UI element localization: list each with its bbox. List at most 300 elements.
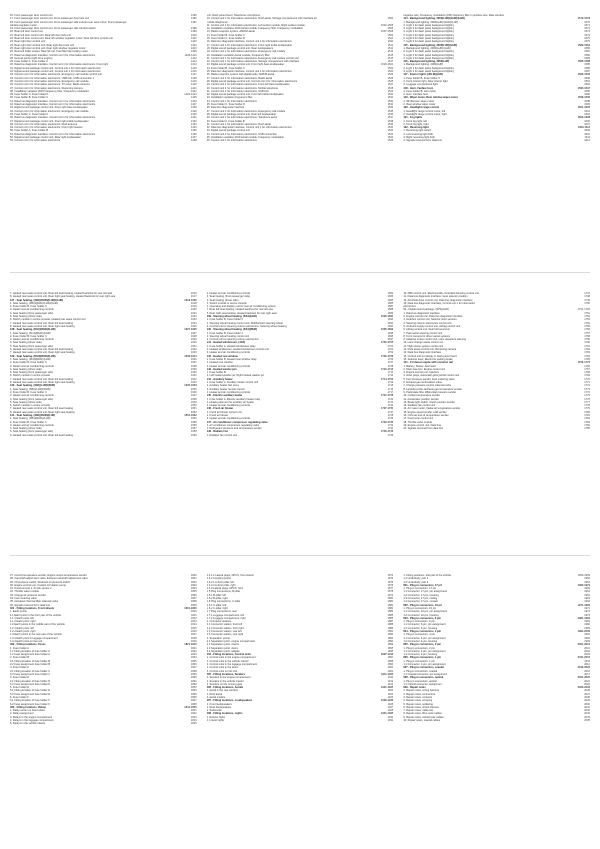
entry-title: 33. Charge air pressure sender (10, 593, 46, 597)
entry-page-number: 1912 (387, 679, 394, 683)
entry-page-number: 2003 (584, 653, 591, 657)
entry-title: 2. Relay assignment (10, 712, 34, 716)
entry-title: 1. Radiator fan control unit (206, 433, 238, 437)
entry-page-number: 1754 (584, 321, 591, 325)
entry-page-number: 1404 (190, 46, 197, 50)
entry-title: 141 - 2.0 diesel engine with common rail (403, 361, 453, 365)
entry-title: 1.2 Fuse assignment fuse holder A (10, 653, 50, 657)
entry-page-number: 1618-1626 (184, 298, 197, 302)
entry-page-number: 1834 (190, 689, 197, 693)
entry-title: 1.6.2 C-pillar, right (206, 606, 228, 610)
entry-page-number: 1700-1705 (380, 341, 394, 345)
entry-title: 1. Plug-in connectors, 1 pin (403, 659, 435, 663)
entry-page-number: 1951 (584, 580, 591, 584)
entry-page-number: 1576 (584, 40, 591, 44)
index-entry (207, 139, 394, 142)
entry-title: 1.6 Plug connections, C pillar (206, 600, 241, 604)
entry-page-number: 1706-1709 (380, 354, 394, 358)
entry-page-number: 1641 (190, 374, 197, 378)
entry-page-number: 1651 (190, 407, 197, 411)
entry-page-number: 1778 (584, 404, 591, 408)
entry-page-number: 1685 (387, 298, 394, 302)
entry-page-number: 1963 (584, 597, 591, 601)
entry-page-number: 1767 (584, 367, 591, 371)
index-entry (10, 722, 197, 725)
entry-title: 1. Fuse holder A, Auxiliary heater control unit (206, 381, 259, 385)
entry-page-number: 1911-1920 (381, 672, 394, 676)
entry-title: 7. Heated rear seats control unit, Rear left seat heating (10, 321, 74, 325)
entry-title: 7. Heated rear seats control unit, Rear left seat heating (10, 377, 74, 381)
entry-page-number: 1874 (387, 577, 394, 581)
entry-page-number: 1400 (190, 33, 197, 37)
entry-title: 605 - Plug-in connectors, 2 pin (403, 643, 441, 647)
entry-page-number: 1401 (190, 37, 197, 41)
entry-title: 42. Data bus diagnostic interface, Control unit 1 for information electronics (206, 126, 292, 130)
entry-title: 3. Heater and air conditioning controls (206, 364, 251, 368)
entry-title: 403 - Fitting locations, Relays (10, 705, 47, 709)
entry-title: 2. Fuse holder B, Fuse holder C (10, 305, 47, 309)
entry-title: 1.1 Earth point in the front part of the vehicle (10, 613, 62, 617)
entry-page-number: 1585 (584, 63, 591, 67)
entry-title: 8. Rear right seat heating, Heated backrest for rear right seat (206, 311, 277, 315)
entry-page-number: 1659 (190, 433, 197, 437)
entry-page-number: 1412 (190, 56, 197, 60)
entry-title: 17. Control unit 1 for information electronics, Front right treble loudspeaker (206, 43, 293, 47)
entry-page-number: 1983 (584, 626, 591, 630)
entry-page-number: 1636 (190, 357, 197, 361)
entry-title: 2. Engine control unit, Data bus diagnostic interface (403, 315, 463, 319)
entry-page-number: 1700 (387, 344, 394, 348)
entry-title: 6. Airbag control unit, Seat belt tensioner (403, 328, 451, 332)
entry-title: 4. Relays in the luggage compartment (10, 719, 54, 723)
entry-page-number: 1648 (190, 397, 197, 401)
entry-title: 2. Main fuse box, Engine control unit (403, 367, 446, 371)
entry-title: 6. Heated rear seats control unit, Rear left seat heating (10, 348, 74, 352)
entry-title: 2. Heated windscreen, Heated windscreen control unit (206, 348, 269, 352)
index-column (207, 292, 394, 437)
entry-title: 20. Signals received from data bus (403, 427, 444, 431)
entry-title: 606 - Plug-in connectors, 1 pin (403, 656, 441, 660)
entry-page-number: 1432 (190, 119, 197, 123)
entry-title: 10. ABS control unit, Electronically controlled damping control unit (403, 292, 479, 295)
entry-page-number: 1981 (584, 620, 591, 624)
entry-title: 7. Heated rear seats control unit, Rear right seat heating (10, 351, 75, 355)
entry-title: 2. Fuse holder B, Fuse holder C (10, 390, 47, 394)
entry-page-number: 1630 (190, 341, 197, 345)
entry-title: 1.3.2 Earth point on the roof (10, 639, 43, 643)
entry-page-number: 1931-1935 (380, 712, 394, 716)
entry-title: 1.7.2 Luggage compartment, right (206, 616, 246, 620)
entry-title: 37. Control unit 1 for information electronics, Emergency call module (206, 109, 286, 113)
entry-page-number: 1842 (190, 712, 197, 716)
entry-title: 19. Control unit 1 for information electronics, Emergency call module (206, 50, 286, 54)
entry-title: 1. Data bus diagnostic interface (403, 311, 440, 315)
entry-title: 4. Seat heating (driver side) (10, 367, 42, 371)
entry-title: 1.2 Connector, 17-pin, housing (403, 593, 439, 597)
entry-title: 30. Engine control unit, Coolant circulation pump (10, 583, 66, 587)
entry-page-number: 1815 (190, 626, 197, 630)
entry-title: 39. Control unit 1 for information electronics, Telephone aerial (206, 116, 278, 120)
entry-page-number: 1595 (584, 89, 591, 93)
entry-page-number: 1596 (584, 93, 591, 97)
entry-title: 3. Control unit for steering column electronics, Steering wheel heating (206, 324, 287, 328)
entry-title: 404 - Fitting locations, Control units (206, 653, 251, 657)
entry-page-number: 1528 (387, 86, 394, 90)
entry-page-number: 1406-1411 (184, 53, 197, 57)
entry-page-number: 2027 (584, 692, 591, 696)
entry-title: 25. Rear right door control unit, Rear right window regulator motor (10, 46, 86, 50)
entry-page-number: 1736 (387, 433, 394, 437)
entry-title: 1. Front fog light, left (403, 119, 427, 123)
entry-title: 16. Oil level and oil temperature sender (403, 413, 449, 417)
entry-title: 1.2 Underbody, part 2 (403, 580, 429, 584)
entry-title: 130 - Seat heating, (XB1)(LHD)/(RHD) (10, 384, 56, 388)
entry-title: 3. Control units in the luggage compartment (206, 663, 257, 667)
entry-title: 1.1 Connector, 6-pin, pin assignment (403, 623, 446, 627)
entry-title: 1. Seat heating, (XB1)(LHD)/(RHD) (10, 387, 51, 391)
entry-title: 4. Seat heating (driver side) (10, 341, 42, 345)
entry-page-number: 1525 (387, 76, 394, 80)
entry-page-number: 1688 (387, 308, 394, 312)
entry-page-number: 1881 (387, 600, 394, 604)
entry-title: 6. Switch module in centre console (10, 374, 51, 378)
entry-title: 5. Light 4 for dash panel background lighting (403, 33, 455, 37)
entry-title: 602 - Plug-in connectors, 10 pin (403, 603, 443, 607)
entry-title: 141 - Heated windscreen, (4GF) (206, 341, 246, 345)
entry-title: 1.2 Connector, 6-pin, housing (403, 626, 438, 630)
entry-page-number: 1580-1584 (577, 43, 591, 47)
entry-title: 128 - Seat heating, (KH1)(RHD)/(LHD) (10, 328, 56, 332)
entry-title: 116 - Background lighting, 2000(LHD) (403, 60, 450, 64)
entry-page-number: 1747 (584, 292, 591, 295)
entry-title: 96 - Digital sound package, (9VS)(LHD) (403, 308, 450, 312)
entry-page-number: 1732 (387, 423, 394, 427)
index-band-1 (10, 14, 590, 143)
entry-page-number: 2026 (584, 689, 591, 693)
entry-page-number: 1650 (190, 404, 197, 408)
entry-page-number: 1880 (387, 597, 394, 601)
entry-page-number: 1715 (387, 384, 394, 388)
entry-title: 1. Relay carrier on fuse holder (10, 709, 45, 713)
entry-title: 2. Heated rear window (206, 361, 233, 365)
entry-title: 3. Relays in the engine compartment (10, 715, 53, 719)
entry-title: 1. Aerial in the rear window (206, 689, 238, 693)
entry-page-number: 1992 (584, 636, 591, 640)
entry-page-number: 1598 (584, 99, 591, 103)
entry-page-number: 1901 (387, 669, 394, 673)
entry-title: 2. Light 1 for dash panel background lighting (403, 66, 455, 70)
entry-title: 5. Switch module in centre console (206, 301, 247, 305)
entry-title: 49. Control unit 1 for information electronics, Front right tweeter (10, 126, 83, 130)
entry-page-number: 1899 (387, 663, 394, 667)
entry-title: 2. Repair notes, connectors (403, 692, 436, 696)
entry-title: 5. Seat heating (driver side) (10, 400, 42, 404)
entry-page-number: 1964 (584, 600, 591, 604)
entry-title: 44. Control unit 1 for information electronics, Emergency call module (10, 109, 89, 113)
index-column (10, 574, 197, 726)
entry-title: 3. Auxiliary heater remote control (206, 387, 245, 391)
entry-title: 19. Engine control unit, Data bus (403, 423, 441, 427)
entry-title: 7. Heated rear seats control unit, Rear left seat heating (10, 407, 74, 411)
entry-title: 7. Light 6 for dash panel background lighting (403, 40, 455, 44)
entry-title: 32. Throttle valve module (10, 590, 40, 594)
entry-page-number: 1544 (387, 139, 394, 143)
entry-page-number: 1514 (387, 50, 394, 54)
index-entry (403, 139, 590, 142)
entry-title: 1.4.2 Coupling points (206, 577, 232, 581)
entry-title: 1.1.2 Earth point, right (10, 620, 36, 624)
entry-title: 33. Control unit 1 for information electronics, Emergency call module control unit (10, 73, 102, 77)
entry-title: 1. Fresh air blower control unit (206, 410, 242, 414)
entry-page-number: 1419 (190, 79, 197, 83)
entry-page-number: 1923 (387, 695, 394, 699)
entry-title: 5. Repair notes, soldering (403, 702, 433, 706)
entry-page-number: 1696 (387, 334, 394, 338)
entry-title: 2. Senders in the vehicle interior (206, 679, 244, 683)
entry-page-number: 1687 (387, 305, 394, 309)
entry-title: 1. Plug-in connectors, 2 pin (403, 646, 435, 650)
entry-page-number: 1841-1850 (184, 705, 197, 709)
entry-page-number: 1891 (387, 633, 394, 637)
entry-title: 118 - Horn, Fanfare horn (403, 86, 434, 90)
entry-title: 3. Seat heating (front passenger side) (206, 295, 251, 299)
entry-title: 1. Seat heating, (XB1)(RHD)/(LHD)/(LHD) (10, 301, 59, 305)
entry-title: 1. Control units in the engine compartment (206, 656, 256, 660)
entry-title: 3. Gearbox control unit, Selector lever sensors (403, 318, 457, 322)
entry-title: 2. Front fog light, right (403, 122, 429, 126)
entry-title: 1. Senders in the engine compartment (206, 676, 251, 680)
entry-title: 18. Digital sound package control unit, Rear loudspeakers (206, 46, 274, 50)
entry-page-number: 1921-1925 (380, 686, 394, 690)
entry-title: 10. Control unit 1 for information electronics, Roof aerial, Storage compartment with interface for (206, 17, 317, 21)
entry-title: 1. Background lighting, 2000(LHD)/(LHD) (403, 46, 451, 50)
entry-page-number: 1434 (190, 126, 197, 130)
entry-title: 5.2 Fuse assignment fuse holder E (10, 692, 51, 696)
entry-page-number: 1762 (584, 348, 591, 352)
entry-title: 1.1 Connector, 17-pin, pin assignment (403, 590, 448, 594)
entry-page-number: 1625 (190, 324, 197, 328)
entry-title: 1.4.3 Lateral plugs, DPCS, front (206, 587, 244, 591)
entry-title: 5. Onboard supply control unit, Airbag control unit (403, 324, 461, 328)
entry-page-number: 1829 (190, 672, 197, 676)
entry-page-number: 1714 (387, 381, 394, 385)
entry-title: 9. Adaptive cruise control unit, Lane departure warning (403, 338, 467, 342)
entry-title: 40. Fuse holder B, Fuse holder C (10, 96, 49, 100)
entry-title: 4. Steering column electronics control unit (403, 321, 452, 325)
entry-title: 28. Digital sound package control unit, Control unit 1 for information electronics (206, 79, 298, 83)
entry-title: 17. Fuel pump control unit (403, 417, 434, 421)
entry-page-number: 1883 (387, 606, 394, 610)
entry-title: 1. Fuse holder B, Fuse holder C (206, 331, 244, 335)
entry-page-number: 2001-2010 (577, 643, 591, 647)
entry-title: 1. Earth points (10, 610, 27, 614)
entry-title: 20. Rear left door control unit (10, 30, 44, 34)
entry-page-number: 1751-1760 (577, 308, 591, 312)
entry-title: 2.4 Connector station, rear right (206, 633, 244, 637)
entry-title: 12. Brake light switch, Clutch position sender (403, 400, 455, 404)
entry-title: 32. Digital sound package control unit, Control unit 1 for information electronics (10, 70, 101, 74)
entry-title: 38. Installation variation 2019 Frequency filter, Frequency modulation (10, 89, 90, 93)
entry-title: 45. Fuse holder C, Fuse holder D (10, 112, 49, 116)
entry-title: 12. Installation variation 2019 Aerial module, Frequency filter, Frequency modulation (206, 27, 304, 31)
entry-page-number: 1714-1720 (380, 377, 394, 381)
entry-title: 1.3 Connector, 17-pin, coding (403, 597, 438, 601)
entry-page-number: 1783 (584, 420, 591, 424)
entry-page-number: 1570 (584, 20, 591, 24)
entry-title: 46. Data bus diagnostic interface, Control unit 1 for information electronics (10, 116, 96, 120)
entry-page-number: 1896 (387, 649, 394, 653)
entry-title: 4. Seat heating (front passenger side) (10, 311, 54, 315)
entry-page-number: 1628 (190, 334, 197, 338)
entry-title: 10. Coolant temperature sender (403, 394, 440, 398)
entry-page-number: 1405 (190, 50, 197, 54)
entry-title: 3. Control unit for steering column electronics (206, 338, 259, 342)
entry-title: 13. Data bus diagnostic interface, Control unit 1 for information (403, 301, 476, 305)
entry-page-number: 1656 (190, 423, 197, 427)
entry-page-number: 1770 (584, 377, 591, 381)
entry-page-number: 1583 (584, 56, 591, 60)
entry-page-number: 1991 (584, 633, 591, 637)
entry-page-number: 1721-1726 (380, 394, 394, 398)
entry-title: 11. Accelerator position sender (403, 397, 439, 401)
entry-page-number: 1716 (387, 387, 394, 391)
entry-page-number: 2029 (584, 699, 591, 703)
entry-title: 5. Fuse holder E (10, 686, 30, 690)
entry-title: 1.6.1 C-pillar, left (206, 603, 227, 607)
entry-page-number: 1647 (190, 394, 197, 398)
entry-page-number: 2011 (584, 659, 591, 663)
entry-page-number: 1722 (387, 400, 394, 404)
entry-page-number: 1511 (387, 40, 394, 44)
entry-title: 21. Rear left door control unit, Rear left door lock unit (10, 33, 71, 37)
entry-page-number: 1810 (190, 610, 197, 614)
entry-page-number: 1804 (190, 587, 197, 591)
entry-title: 35. Fuse holder C, Fuse holder D (206, 103, 246, 107)
entry-page-number: 1636-1644 (184, 354, 197, 358)
entry-title: 1. Air conditioner compressor regulating valve (206, 423, 260, 427)
entry-title: 3.3 Separation point, doors (206, 646, 238, 650)
entry-title: 26. Rear left trailer socket, Rear lid unit, Fuel filler flap locking motor (10, 50, 88, 54)
entry-title: 607 - Plug-in connectors, coaxial (403, 666, 444, 670)
entry-title: 3. Repair notes, contacts (403, 695, 433, 699)
entry-page-number: 1926-1930 (380, 699, 394, 703)
entry-page-number: 1612 (584, 139, 591, 143)
entry-page-number: 1573 (584, 30, 591, 34)
index-band-2 (10, 292, 590, 437)
entry-title: 1. Reversing light switch (403, 129, 432, 133)
entry-page-number: 1398 (190, 27, 197, 31)
entry-page-number: 1422 (190, 89, 197, 93)
entry-page-number: 1895 (387, 646, 394, 650)
entry-page-number: 1509 (387, 33, 394, 37)
entry-page-number: 1631 (190, 344, 197, 348)
entry-page-number: 1533 (387, 103, 394, 107)
entry-title: 3. Heater and air conditioning controls (206, 417, 251, 421)
entry-title: 27. Control temperature sender, Engine output temperature sender (10, 574, 87, 577)
entry-title: 2. Rear window wiper motor (403, 103, 436, 107)
entry-title: 14. Fuse holder B, Fuse holder C (206, 33, 245, 37)
entry-title: 3. Heater and air conditioning controls (10, 423, 54, 427)
entry-page-number: 2017 (584, 672, 591, 676)
entry-title: 144 - Auxiliary heater (206, 377, 233, 381)
entry-title: 18. Throttle valve module (403, 420, 433, 424)
entry-title: 5. Seat heating (front passenger side) (10, 430, 54, 434)
entry-title: 10. Lane change assist control unit (403, 341, 444, 345)
entry-page-number: 1873 (387, 574, 394, 577)
entry-title: 1. Plug-in connectors, 17 pin (403, 587, 437, 591)
entry-page-number: 1640 (190, 371, 197, 375)
entry-page-number: 1837 (190, 699, 197, 703)
entry-title: 3. Aerial module (206, 695, 226, 699)
entry-title: 2.1 Fitting location of fuse holder B (10, 659, 50, 663)
entry-page-number: 1838 (190, 702, 197, 706)
entry-title: 19. Front passenger door control unit, Front passenger side window switch (10, 27, 96, 31)
entry-title: 119 - Wiper motor, Rear window wiper motor (403, 96, 458, 100)
entry-title: 4. Control units in the doors (206, 666, 239, 670)
entry-page-number: 1832 (190, 682, 197, 686)
entry-page-number: 1877 (387, 587, 394, 591)
entry-title: 7. Rear left seat heating, Heated backrest for rear left seat (206, 308, 274, 312)
entry-title: 36. Control unit 1 for information electronics, TV tuner, Radio antenna (10, 83, 90, 87)
entry-page-number: 1609 (584, 129, 591, 133)
entry-page-number: 1772 (584, 384, 591, 388)
entry-title: 3. Heater and air conditioning controls (206, 351, 251, 355)
entry-title: 23. Digital sound package control unit, Front right bass loudspeaker (206, 63, 285, 67)
entry-page-number: 1570-1578 (577, 17, 591, 21)
entry-page-number: 1717 (387, 390, 394, 394)
entry-title: 2. Heater and air conditioning controls (206, 292, 251, 295)
entry-page-number: 1421 (190, 86, 197, 90)
entry-title: 406 - Fitting locations, Aerials (206, 686, 244, 690)
entry-page-number: 1654 (190, 417, 197, 421)
entry-page-number: 1706 (387, 357, 394, 361)
entry-title: 15. Selector lever, Electronic parking brake (403, 357, 453, 361)
entry-title: 3. Right reversing light bulb (403, 135, 435, 139)
entry-title: 35. Activated charcoal filter solenoid valve (10, 600, 59, 604)
entry-title: 1.2 Connector, 2-pin, housing (403, 653, 438, 657)
entry-page-number: 1773 (584, 387, 591, 391)
entry-page-number: 1530 (387, 93, 394, 97)
entry-page-number: 1973 (584, 613, 591, 617)
entry-page-number: 1818 (190, 636, 197, 640)
entry-page-number: 1592 (584, 83, 591, 87)
entry-page-number: 1806 (190, 593, 197, 597)
entry-page-number: 1627-1635 (184, 328, 197, 332)
entry-page-number: 1844 (190, 719, 197, 723)
entry-page-number: 1761 (584, 344, 591, 348)
entry-title: 15. Fuse holder C, Fuse holder D (206, 37, 246, 41)
entry-title: 50. Fuse holder A, Fuse holder B (10, 129, 48, 133)
entry-title: 117 - Interior lights (JKLM)(LHD) (403, 73, 443, 77)
entry-page-number: 1658 (190, 430, 197, 434)
entry-title: 51. Data bus diagnostic interface, Control unit 1 for information electronics (10, 132, 96, 136)
entry-page-number: 1649 (190, 400, 197, 404)
entry-page-number: 1843 (190, 715, 197, 719)
entry-title: 1. Front loudspeakers (206, 702, 232, 706)
entry-title: 142 - Heated rear window (206, 354, 238, 358)
entry-page-number: 1805 (190, 590, 197, 594)
entry-title: 22. Control unit 1 for information electronics, Storage compartment with interface (206, 60, 300, 64)
entry-title: 3. Separation points (206, 636, 230, 640)
entry-page-number: 2031 (584, 705, 591, 709)
entry-title: 148 - Radiator fan (206, 430, 229, 434)
entry-title: 31. Knock sensor 1, Knock sensor 2 (10, 587, 52, 591)
entry-page-number: 1825 (190, 659, 197, 663)
entry-page-number: 1632 (190, 348, 197, 352)
entry-title: 4. Signals received from data bus (403, 139, 442, 143)
entry-page-number: 1821 (190, 646, 197, 650)
entry-page-number: 1982 (584, 623, 591, 627)
